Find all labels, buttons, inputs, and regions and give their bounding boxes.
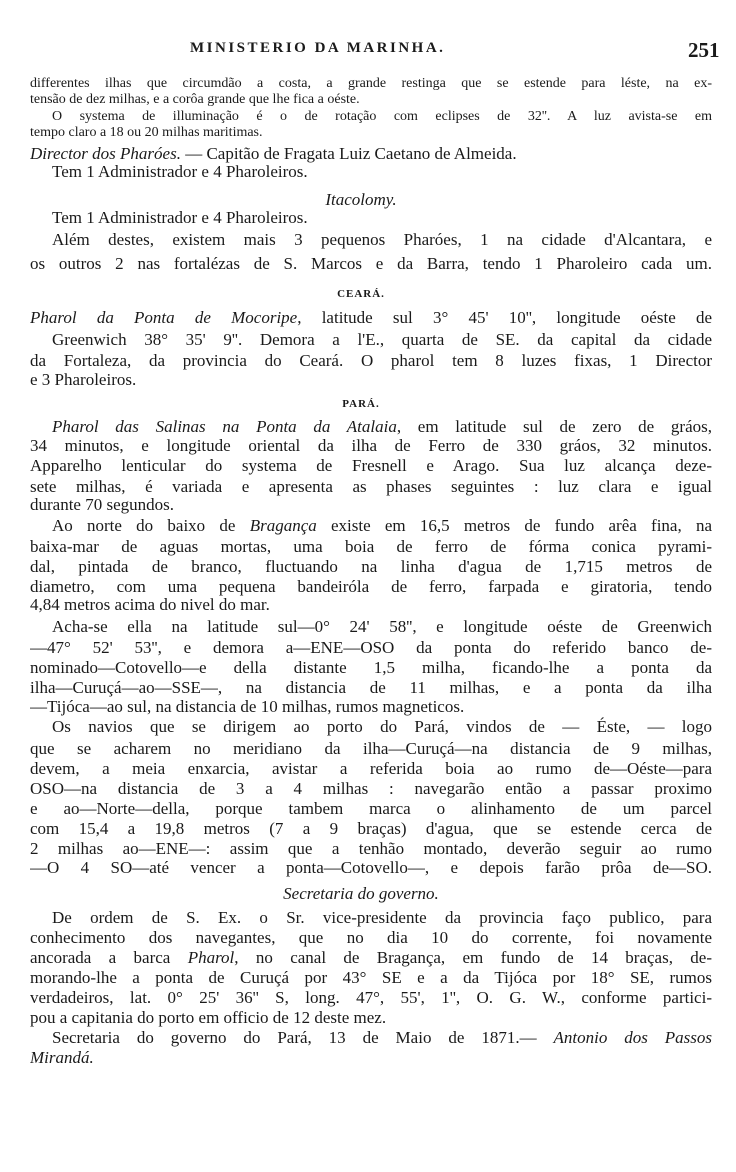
text: Os navios que se dirigem ao porto do Pará, vindos de — Éste, — logo [52,717,712,736]
text-line [30,947,712,969]
text: ancorada a barca [30,948,188,967]
text-line [30,716,712,738]
text: O systema de illuminação é o de rotação com eclipses de 32''. A luz avista-se em [52,109,712,124]
text-line [30,967,712,989]
text-line [30,758,712,780]
italic-text: Itacolomy. [325,190,397,209]
italic-text: Antonio dos Passos [553,1028,712,1047]
text: nominado—Cotovello—e della distante 1,5 milha, ficando-lhe a ponta da [30,658,712,677]
italic-text: Pharol da Ponta de Mocoripe [30,308,298,327]
text-line [30,536,712,558]
text: 34 minutos, e longitude oriental da ilha de Ferro de 330 gráos, 32 minutos. [30,436,712,455]
text: e 3 Pharoleiros. [30,370,137,389]
italic-text: Mirandá. [30,1048,94,1067]
text: devem, a meia enxarcia, avistar a referida boia ao rumo de—Oéste—para [30,759,712,778]
text-line [30,594,712,616]
text: baixa-mar de aguas mortas, uma boia de ferro de fórma conica pyrami- [30,537,712,556]
text: Secretaria do governo do Pará, 13 de Maio de 1871.— [52,1028,554,1047]
text-line [30,455,712,477]
text-line [30,907,712,929]
text: e ao—Norte—della, porque tambem marca o alinhamento de um parcel [30,799,712,818]
text: Tem 1 Administrador e 4 Pharoleiros. [52,208,308,227]
text-line [20,283,702,305]
text: Além destes, existem mais 3 pequenos Pharóes, 1 na cidade d'Alcantara, e [52,230,712,249]
text: conhecimento dos navegantes, que no dia 10 do corrente, foi novamente [30,928,712,947]
text-line [30,778,712,800]
text: , latitude sul 3° 45' 10'', longitude oéste de [297,308,712,327]
running-title: MINISTERIO DA MARINHA. [190,40,446,56]
text-line [30,435,712,457]
text: —O 4 SO—até vencer a ponta—Cotovello—, e depois farão prôa de—SO. [30,858,712,877]
text-line [30,369,712,391]
text-line [30,515,712,537]
italic-text: Secretaria do governo. [283,884,439,903]
text-line [30,207,712,229]
text: durante 70 segundos. [30,495,175,514]
text: OSO—na distancia de 3 a 4 milhas : navegarão então a passar proximo [30,779,712,798]
text: —47° 52' 53'', e demora a—ENE—OSO da ponta do referido banco de- [30,638,712,657]
text: morando-lhe a ponta de Curuçá por 43° SE e a da Tijóca por 18° SE, rumos [30,968,712,987]
text-line [30,818,712,840]
text: Greenwich 38° 35' 9''. Demora a l'E., quarta de SE. da capital da cidade [52,330,712,349]
text-line [30,798,712,820]
text-line [30,637,712,659]
text-line [30,229,712,251]
text-line [30,987,712,1009]
text: , em latitude sul de zero de gráos, [396,417,712,436]
text-line [30,696,712,718]
text: , no canal de Bragança, em fundo de 14 braças, de- [234,948,712,967]
italic-text: Pharol das Salinas na Ponta da Atalaia [52,417,397,436]
text: da Fortaleza, da provincia do Ceará. O pharol tem 8 luzes fixas, 1 Director [30,351,712,370]
text: 4,84 metros acima do nivel do mar. [30,595,270,614]
text-line [30,122,712,144]
text-line [30,927,712,949]
text-line [30,616,712,638]
text: —Tijóca—ao sul, na distancia de 10 milhas, rumos magneticos. [30,697,465,716]
text-line [30,494,712,516]
text: os outros 2 nas fortalézas de S. Marcos e da Barra, tendo 1 Pharoleiro cada um. [30,254,712,273]
text: 2 milhas ao—ENE—: assim que a tenhão montado, deverão seguir ao rumo [30,839,712,858]
text-line [30,657,712,679]
text: Tem 1 Administrador e 4 Pharoleiros. [52,162,308,181]
text: diametro, com uma pequena bandeiróla de ferro, farpada e giratoria, tendo [30,577,712,596]
text: verdadeiros, lat. 0° 25' 36'' S, long. 47°, 55', 1'', O. G. W., conforme partici- [30,988,712,1007]
text: — Capitão de Fragata Luiz Caetano de Almeida. [180,144,517,163]
text-line [30,253,712,275]
text: Acha-se ella na latitude sul—0° 24' 58'', e longitude oéste de Greenwich [52,617,712,636]
text: pou a capitania do porto em officio de 12 deste mez. [30,1008,387,1027]
text: que se acharem no meridiano da ilha—Curuçá—na distancia de 9 milhas, [30,739,712,758]
text-line [30,161,712,183]
text-line [30,857,712,879]
text-line [30,307,712,329]
text: PARÁ. [342,398,380,410]
page-number: 251 [688,38,720,62]
text-line [30,1007,712,1029]
text-line [20,393,702,415]
text: com 15,4 a 19,8 metros (7 a 9 braças) d'agua, que se estende cerca de [30,819,712,838]
text: existe em 16,5 metros de fundo arêa fina, na [316,516,712,535]
text: ilha—Curuçá—ao—SSE—, na distancia de 11 milhas, e a ponta da ilha [30,678,712,697]
italic-text: Bragança [249,516,317,535]
text: tensão de dez milhas, e a corôa grande que lhe fica a oéste. [30,92,360,107]
text-line [30,556,712,578]
text-line [30,1047,712,1069]
text: Ao norte do baixo de [52,516,250,535]
text: differentes ilhas que circumdão a costa, a grande restinga que se estende para léste, na ex- [30,76,712,91]
text-line [30,738,712,760]
text-line [30,1027,712,1049]
text: dal, pintada de branco, fluctuando na linha d'agua de 1,715 metros de [30,557,712,576]
text: Apparelho lenticular do systema de Fresnell e Arago. Sua luz alcança deze- [30,456,712,475]
text: tempo claro a 18 ou 20 milhas maritimas. [30,125,263,140]
italic-text: Director dos Pharóes. [30,144,181,163]
text: De ordem de S. Ex. o Sr. vice-presidente da provincia faço publico, para [52,908,712,927]
italic-text: Pharol [187,948,235,967]
text: sete milhas, é variada e apresenta as phases seguintes : luz clara e igual [30,477,712,496]
text-line [20,883,702,905]
text-line [30,329,712,351]
text: CEARÁ. [337,288,385,300]
